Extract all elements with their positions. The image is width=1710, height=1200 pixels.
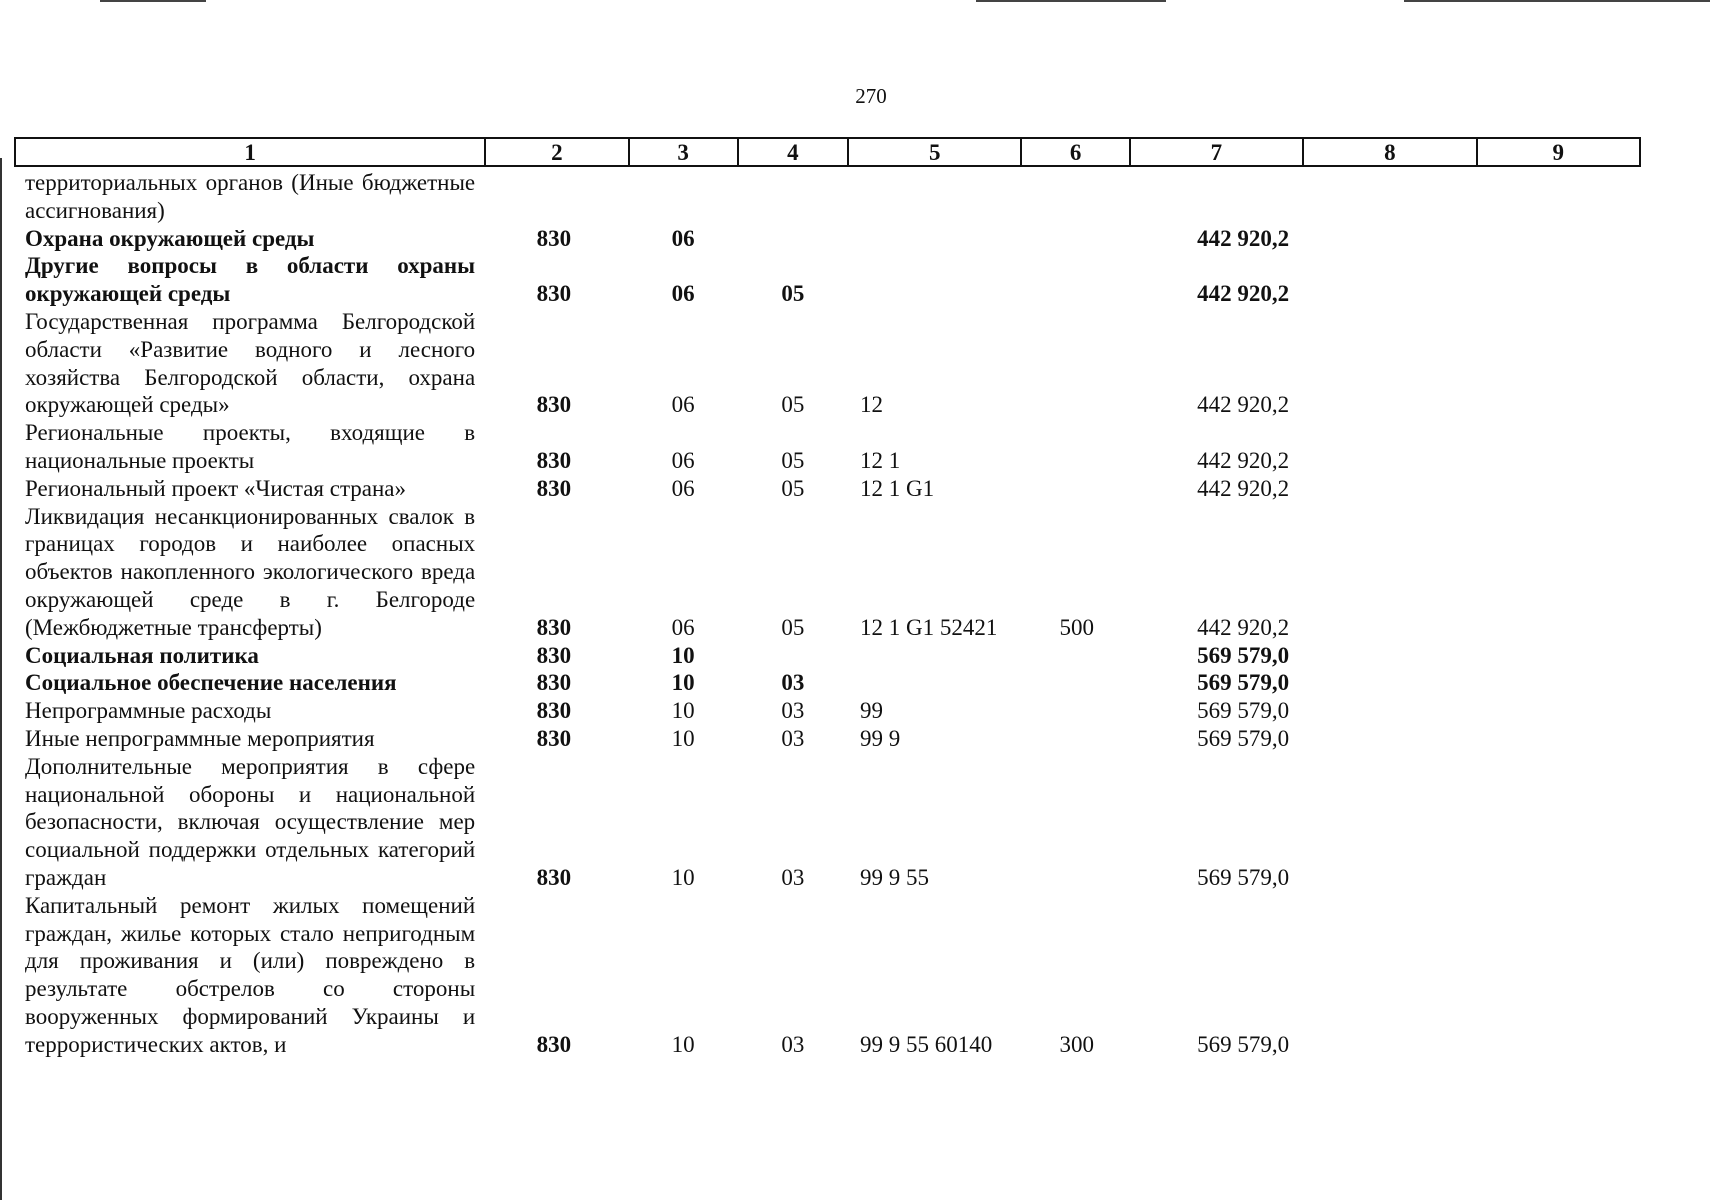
cell-col-6 — [1021, 225, 1129, 253]
cell-col-7: 442 920,2 — [1197, 225, 1290, 251]
cell-col-3: 06 — [671, 475, 695, 501]
table-row — [15, 642, 1640, 670]
cell-col-5: 99 9 55 — [860, 864, 930, 890]
cell-col-2: 830 — [536, 642, 572, 668]
cell-col-7: 442 920,2 — [1197, 614, 1290, 640]
cell-col-6 — [1021, 475, 1129, 503]
table-row — [15, 419, 1640, 475]
cell-col-2: 830 — [536, 475, 572, 501]
cell-col-4: 03 — [781, 1031, 805, 1057]
table-row — [15, 669, 1640, 697]
cell-col-7: 569 579,0 — [1197, 1031, 1290, 1057]
cell-col-6 — [1021, 419, 1129, 475]
cell-col-2: 830 — [536, 698, 572, 724]
cell-col-3: 06 — [671, 614, 695, 640]
cell-col-2 — [485, 166, 628, 225]
cell-col-7: 569 579,0 — [1197, 642, 1290, 668]
cell-col-3: 06 — [671, 447, 695, 473]
cell-col-8 — [1303, 725, 1476, 753]
table-row — [15, 503, 1640, 642]
budget-table — [14, 137, 1641, 1059]
cell-col-5: 99 9 — [860, 725, 901, 751]
cell-col-9 — [1477, 642, 1640, 670]
cell-col-6 — [1021, 642, 1129, 670]
cell-col-6: 300 — [1059, 1031, 1094, 1057]
row-description: Капитальный ремонт жилых помещений граждан, жилье которых стало непригодным для проживания и (или) повреждено в результате обстрелов со стороны вооруженных формирований Украины и террористических актов, и — [25, 892, 476, 1057]
column-header: 8 — [1303, 138, 1476, 166]
cell-col-8 — [1303, 642, 1476, 670]
cell-col-9 — [1477, 669, 1640, 697]
table-row — [15, 697, 1640, 725]
cell-col-2: 830 — [536, 864, 572, 890]
row-description: Дополнительные мероприятия в сфере национальной обороны и национальной безопасности, включая осуществление мер социальной поддержки отдельных категорий граждан — [25, 753, 476, 890]
cell-col-8 — [1303, 503, 1476, 642]
cell-col-8 — [1303, 166, 1476, 225]
top-rule-right — [1404, 0, 1710, 2]
row-description: Социальная политика — [25, 642, 259, 668]
cell-col-2: 830 — [536, 614, 572, 640]
cell-col-3: 10 — [671, 642, 695, 668]
cell-col-2: 830 — [536, 447, 572, 473]
cell-col-8 — [1303, 475, 1476, 503]
cell-col-6 — [1021, 753, 1129, 892]
cell-col-2: 830 — [536, 1031, 572, 1057]
table-row — [15, 252, 1640, 308]
cell-col-2: 830 — [536, 670, 572, 696]
cell-col-7: 442 920,2 — [1197, 281, 1290, 307]
cell-col-4: 05 — [781, 281, 805, 307]
cell-col-4 — [738, 225, 848, 253]
cell-col-5: 12 — [860, 392, 884, 418]
column-header: 2 — [485, 138, 628, 166]
row-description: Другие вопросы в области охраны окружающей среды — [25, 253, 476, 307]
cell-col-3: 06 — [671, 225, 695, 251]
table-row — [15, 225, 1640, 253]
cell-col-2: 830 — [536, 281, 572, 307]
column-header: 9 — [1477, 138, 1640, 166]
cell-col-9 — [1477, 697, 1640, 725]
top-rule-middle — [976, 0, 1166, 2]
row-description: Охрана окружающей среды — [25, 225, 315, 251]
cell-col-3: 10 — [671, 670, 695, 696]
row-description: Государственная программа Белгородской области «Развитие водного и лесного хозяйства Белгородской области, охрана окружающей среды» — [25, 308, 476, 418]
cell-col-5: 99 9 55 60140 — [860, 1031, 993, 1057]
cell-col-7: 569 579,0 — [1197, 670, 1290, 696]
cell-col-7: 569 579,0 — [1197, 698, 1290, 724]
cell-col-6 — [1021, 166, 1129, 225]
column-header: 1 — [15, 138, 485, 166]
cell-col-4: 03 — [781, 725, 805, 751]
column-header: 7 — [1130, 138, 1303, 166]
cell-col-3: 06 — [671, 392, 695, 418]
cell-col-9 — [1477, 892, 1640, 1059]
table-row — [15, 725, 1640, 753]
cell-col-6 — [1021, 725, 1129, 753]
cell-col-6 — [1021, 697, 1129, 725]
column-header: 5 — [848, 138, 1021, 166]
cell-col-5 — [848, 642, 1021, 670]
cell-col-4: 05 — [781, 447, 805, 473]
table-row — [15, 166, 1640, 225]
cell-col-5 — [848, 669, 1021, 697]
cell-col-5: 99 — [860, 698, 884, 724]
cell-col-9 — [1477, 503, 1640, 642]
cell-col-8 — [1303, 252, 1476, 308]
table-row — [15, 475, 1640, 503]
cell-col-5: 12 1 G1 52421 — [860, 614, 998, 640]
cell-col-6 — [1021, 308, 1129, 419]
column-header: 6 — [1021, 138, 1129, 166]
cell-col-3: 10 — [671, 864, 695, 890]
cell-col-7: 442 920,2 — [1197, 447, 1290, 473]
cell-col-8 — [1303, 419, 1476, 475]
cell-col-6: 500 — [1059, 614, 1094, 640]
cell-col-3: 10 — [671, 1031, 695, 1057]
row-description: Социальное обеспечение населения — [25, 670, 397, 696]
cell-col-8 — [1303, 753, 1476, 892]
cell-col-8 — [1303, 892, 1476, 1059]
row-description: Непрограммные расходы — [25, 698, 272, 724]
cell-col-3: 06 — [671, 281, 695, 307]
cell-col-8 — [1303, 308, 1476, 419]
row-description: Иные непрограммные мероприятия — [25, 725, 375, 751]
cell-col-7: 569 579,0 — [1197, 725, 1290, 751]
cell-col-8 — [1303, 225, 1476, 253]
page-left-edge — [0, 158, 2, 1200]
row-description: территориальных органов (Иные бюджетные ассигнования) — [25, 170, 476, 223]
table-row — [15, 753, 1640, 892]
cell-col-4: 03 — [781, 864, 805, 890]
cell-col-9 — [1477, 753, 1640, 892]
cell-col-4: 05 — [781, 614, 805, 640]
cell-col-8 — [1303, 669, 1476, 697]
cell-col-5: 12 1 G1 — [860, 475, 935, 501]
column-header: 3 — [629, 138, 738, 166]
table-body — [15, 166, 1640, 1059]
cell-col-9 — [1477, 419, 1640, 475]
row-description: Региональные проекты, входящие в национальные проекты — [25, 420, 476, 473]
cell-col-6 — [1021, 252, 1129, 308]
cell-col-7: 442 920,2 — [1197, 392, 1290, 418]
cell-col-2: 830 — [536, 392, 572, 418]
row-description: Региональный проект «Чистая страна» — [25, 475, 407, 501]
cell-col-3: 10 — [671, 725, 695, 751]
cell-col-9 — [1477, 475, 1640, 503]
top-rule-left — [100, 0, 206, 2]
cell-col-5: 12 1 — [860, 447, 901, 473]
cell-col-5 — [848, 252, 1021, 308]
cell-col-5 — [848, 166, 1021, 225]
cell-col-8 — [1303, 697, 1476, 725]
cell-col-9 — [1477, 725, 1640, 753]
cell-col-4: 05 — [781, 475, 805, 501]
cell-col-4 — [738, 642, 848, 670]
row-description: Ликвидация несанкционированных свалок в границах городов и наиболее опасных объектов накопленного экологического вреда окружающей среде в г. Белгороде (Межбюджетные трансферты) — [25, 503, 476, 640]
cell-col-3: 10 — [671, 698, 695, 724]
cell-col-3 — [629, 166, 738, 225]
cell-col-7: 442 920,2 — [1197, 475, 1290, 501]
cell-col-9 — [1477, 225, 1640, 253]
cell-col-2: 830 — [536, 225, 572, 251]
cell-col-4: 03 — [781, 670, 805, 696]
table-row — [15, 892, 1640, 1059]
cell-col-7: 569 579,0 — [1197, 864, 1290, 890]
cell-col-9 — [1477, 308, 1640, 419]
cell-col-4 — [738, 166, 848, 225]
cell-col-6 — [1021, 669, 1129, 697]
cell-col-9 — [1477, 252, 1640, 308]
page-number: 270 — [855, 84, 887, 108]
cell-col-5 — [848, 225, 1021, 253]
table-header-row — [15, 138, 1640, 166]
column-header: 4 — [738, 138, 848, 166]
cell-col-4: 05 — [781, 392, 805, 418]
cell-col-4: 03 — [781, 698, 805, 724]
cell-col-7 — [1130, 166, 1303, 225]
cell-col-2: 830 — [536, 725, 572, 751]
cell-col-9 — [1477, 166, 1640, 225]
table-row — [15, 308, 1640, 419]
